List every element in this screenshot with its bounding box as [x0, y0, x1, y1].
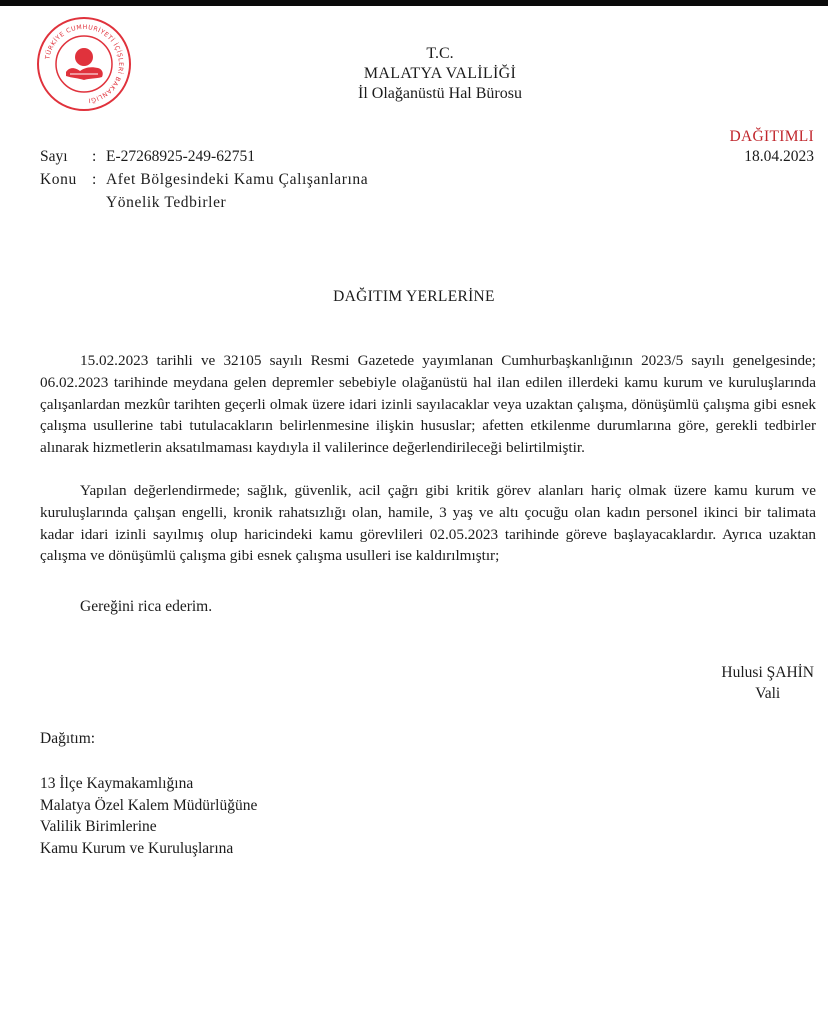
reference-number-row — [40, 148, 255, 166]
reference-number-label: Sayı — [40, 148, 68, 165]
top-black-bar — [0, 0, 828, 6]
subject-label: Konu — [40, 171, 77, 188]
distribution-list — [40, 773, 257, 859]
header-tc: T.C. — [426, 45, 454, 62]
reference-number-value: E-27268925-249-62751 — [106, 148, 255, 165]
classification-label: DAĞITIMLI — [729, 128, 814, 145]
distribution-label: Dağıtım: — [40, 730, 96, 747]
distribution-item: 13 İlçe Kaymakamlığına — [40, 775, 194, 792]
signatory-name: Hulusi ŞAHİN — [721, 664, 814, 681]
document-date: 18.04.2023 — [744, 148, 814, 165]
svg-text:TÜRKİYE CUMHURİYETİ İÇİŞLERİ B: TÜRKİYE CUMHURİYETİ İÇİŞLERİ BAKANLIĞI — [44, 23, 125, 104]
ministry-seal-icon — [36, 16, 132, 112]
header-office: İl Olağanüstü Hal Bürosu — [358, 85, 522, 102]
subject-row — [40, 171, 368, 189]
signature-block — [721, 662, 814, 704]
distribution-item: Kamu Kurum ve Kuruluşlarına — [40, 839, 234, 857]
header-governorship: MALATYA VALİLİĞİ — [363, 65, 517, 82]
reference-separator: : — [92, 148, 97, 165]
subject-separator: : — [92, 171, 97, 188]
subject-value-line2: Yönelik Tedbirler — [106, 194, 227, 211]
body-paragraph-1: 15.02.2023 tarihli ve 32105 sayılı Resmi Gazetede yayımlanan Cumhurbaşkanlığının 2023/5 sayılı genelgesinde; 06.02.2023 tarihinde meydana gelen depremler sebebiyle olağanüstü hal ilan edilen illerdeki kamu kurum ve kuruluşlarında çalışanlardan mezkûr tarihten geçerli olmak üzere idari izinli sayılacaklar veya uzaktan çalışma, dönüşümlü çalışma gibi esnek çalışma usullerine tabi tutulacakların belirlenmesine ilişkin hususlar; afetten etkilenme durumlarına göre, gerekli tedbirler alınarak hizmetlerin aksatılmaması kaydıyla il valilerince değerlendirileceği belirtilmiştir. — [40, 352, 816, 457]
distribution-item: Valilik Birimlerine — [40, 818, 157, 835]
signatory-title: Vali — [755, 685, 781, 702]
recipient-title: DAĞITIM YERLERİNE — [333, 288, 495, 305]
distribution-item: Malatya Özel Kalem Müdürlüğüne — [40, 796, 258, 814]
subject-value-line1: Afet Bölgesindeki Kamu Çalışanlarına — [106, 171, 369, 188]
closing-line: Gereğini rica ederim. — [80, 598, 213, 615]
document-header — [300, 44, 580, 104]
body-paragraph-2: Yapılan değerlendirmede; sağlık, güvenlik, acil çağrı gibi kritik görev alanları hariç olmak üzere kamu kurum ve kuruluşlarında çalışan engelli, kronik rahatsızlığı olan, hamile, 3 yaş ve altı çocuğu olan kadın personel ikinci bir talimata kadar idari izinli sayılmış olup haricindeki kamu görevlileri 02.05.2023 tarihinde göreve başlayacaklardır. Ayrıca uzaktan çalışma ve dönüşümlü çalışma gibi esnek çalışma usulleri ise kaldırılmıştır; — [40, 482, 816, 565]
